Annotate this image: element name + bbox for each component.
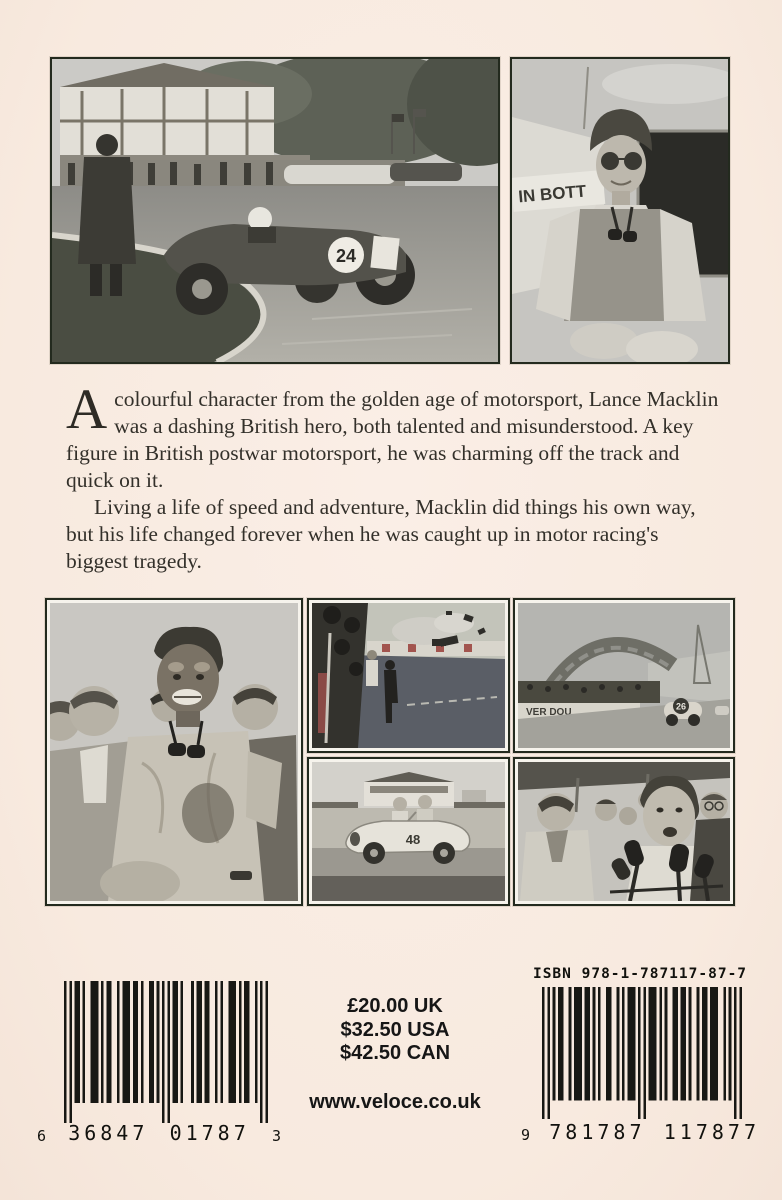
sign-text: IN BOTT xyxy=(517,181,587,207)
montage-bottom-right-photo xyxy=(513,757,735,906)
pit-straight-crash-scene xyxy=(312,603,505,748)
white-shirt-figure xyxy=(366,650,378,686)
back-cover-blurb xyxy=(66,378,720,575)
upc-group-2: 01787 xyxy=(169,1121,250,1145)
race-number-48: 48 xyxy=(405,832,421,847)
microphone-interview-scene xyxy=(518,762,730,901)
montage-top-middle-photo xyxy=(307,598,510,753)
price-uk: £20.00 UK xyxy=(347,995,443,1017)
grime-faced-driver-scene xyxy=(50,603,298,901)
isbn-prefix-digit: 9 xyxy=(521,1126,531,1144)
montage-bottom-middle-photo xyxy=(307,757,510,906)
race-car-24-scene xyxy=(52,59,498,362)
price-can: $42.50 CAN xyxy=(339,1042,451,1064)
isbn-label: ISBN 978-1-787117-87-7 xyxy=(532,966,748,982)
publisher-website: www.veloce.co.uk xyxy=(309,1091,481,1113)
upc-barcode-bars xyxy=(64,981,268,1123)
upc-group-1: 36847 xyxy=(68,1121,149,1145)
driver-portrait-scene xyxy=(512,59,728,362)
dunlop-bridge-race-scene xyxy=(518,603,730,748)
blurb-paragraph-2: Living a life of speed and adventure, Macklin did things his own way, but his life changed forever when he was caught up in motor racing's biggest tragedy. xyxy=(66,495,696,573)
upc-digits xyxy=(36,1121,282,1145)
montage-top-right-photo xyxy=(513,598,735,753)
top-right-photo xyxy=(510,57,730,364)
isbn-barcode xyxy=(520,966,760,1144)
race-number-26: 26 xyxy=(675,701,687,712)
price-usa: $32.50 USA xyxy=(340,1018,450,1041)
isbn-barcode-bars xyxy=(542,987,742,1119)
isbn-digits xyxy=(520,1120,760,1144)
sports-car-48-scene xyxy=(312,762,505,901)
upc-prefix-digit: 6 xyxy=(37,1127,47,1145)
top-left-photo xyxy=(50,57,500,364)
sunglasses-icon xyxy=(601,152,619,170)
banner-text: VER DOU xyxy=(526,707,572,718)
montage-left-photo xyxy=(45,598,303,906)
isbn-group-1: 781787 xyxy=(549,1120,646,1144)
upc-suffix-digit: 3 xyxy=(271,1127,281,1145)
isbn-group-2: 117877 xyxy=(663,1120,760,1144)
upc-barcode xyxy=(36,981,282,1145)
price-block xyxy=(272,995,518,1066)
drop-cap: A xyxy=(66,378,108,441)
blurb-paragraph-1: Acolourful character from the golden age of motorsport, Lance Macklin was a dashing British hero, both talented and misunderstood. A key figure in British postwar motorsport, he was charming off the track and quick on it. xyxy=(66,378,719,492)
race-number-24: 24 xyxy=(335,246,357,266)
